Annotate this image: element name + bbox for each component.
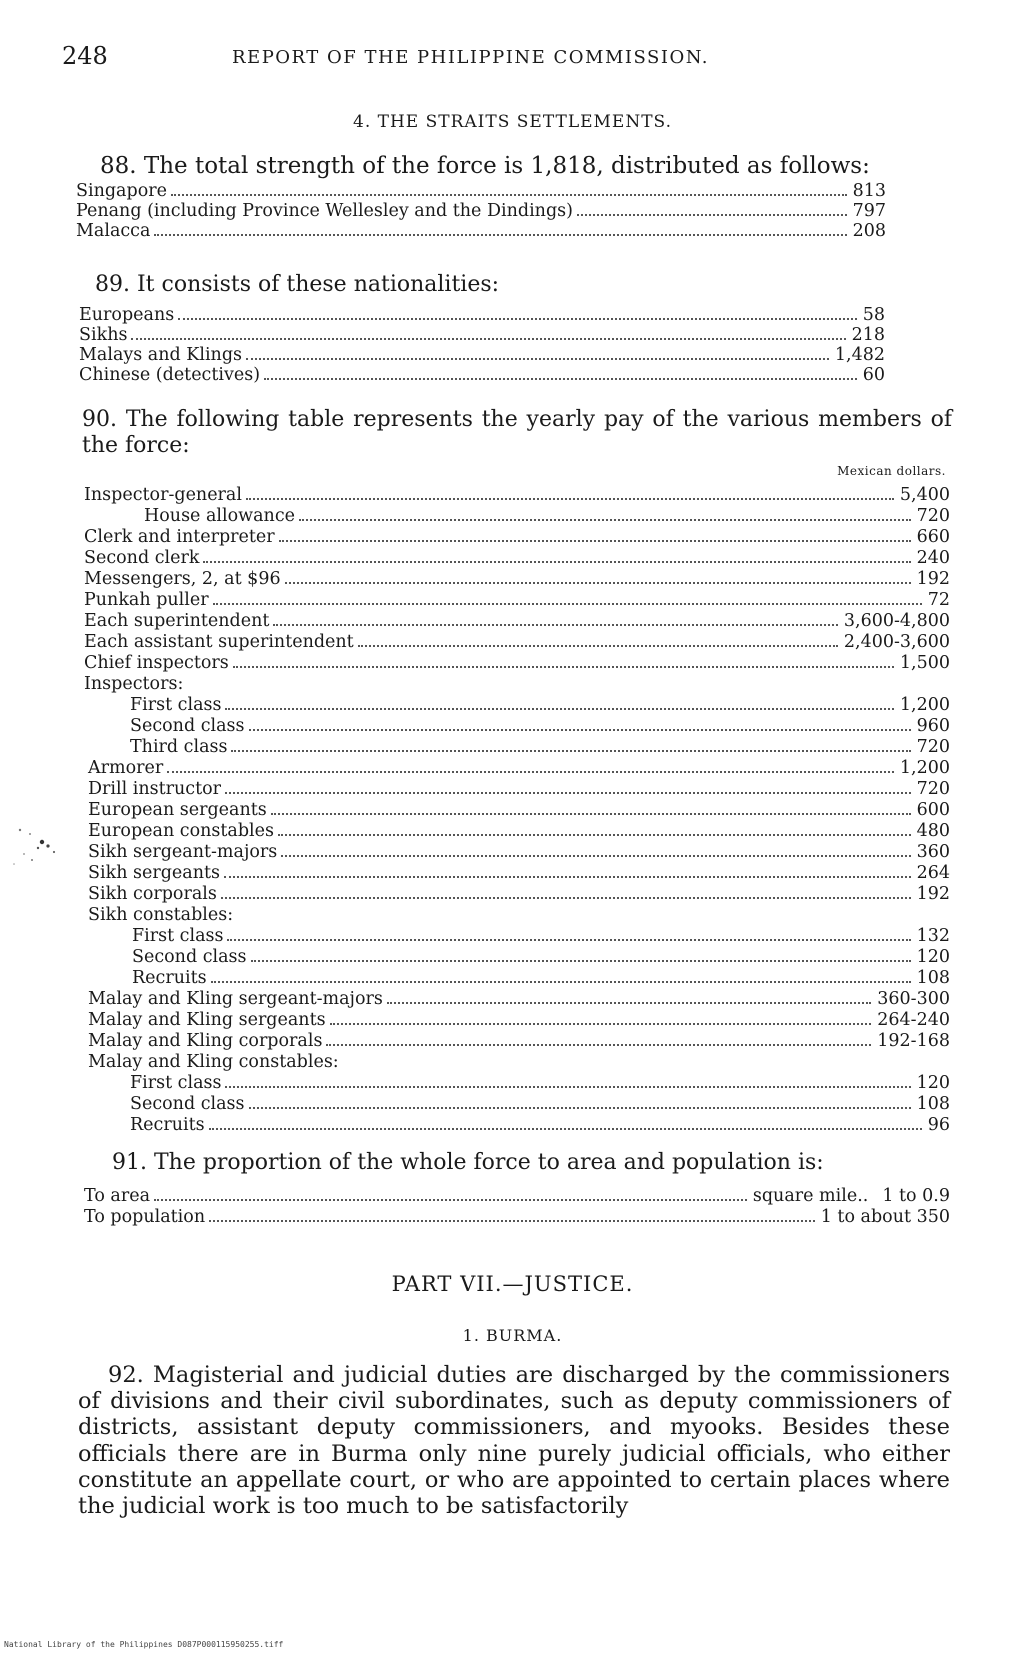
pay-row — [84, 632, 950, 652]
pay-row — [84, 485, 950, 505]
row-value: 5,400 — [899, 485, 950, 505]
pay-row — [130, 1073, 950, 1093]
row-value: 120 — [916, 1073, 950, 1093]
pay-group-heading — [88, 1052, 950, 1072]
dot-leader — [178, 318, 857, 320]
dot-leader — [330, 1023, 872, 1025]
row-value: 264-240 — [877, 1010, 950, 1030]
dot-leader — [221, 897, 911, 899]
row-label: Chief inspectors — [84, 653, 229, 673]
paragraph-89: 89. It consists of these nationalities: — [95, 272, 500, 297]
leader-row — [76, 201, 886, 221]
pay-row — [84, 611, 950, 631]
dot-leader — [251, 960, 911, 962]
dot-leader — [246, 358, 829, 360]
dot-leader — [213, 603, 922, 605]
leader-row — [84, 1207, 950, 1227]
row-label: Chinese (detectives) — [79, 365, 261, 385]
row-value: 360-300 — [877, 989, 950, 1009]
dot-leader — [225, 792, 911, 794]
row-label: Sikhs — [79, 325, 128, 345]
row-label: Messengers, 2, at $96 — [84, 569, 281, 589]
dot-leader — [154, 234, 846, 236]
dot-leader — [209, 1220, 815, 1222]
row-label: European constables — [88, 821, 274, 841]
row-label: Punkah puller — [84, 590, 209, 610]
row-label: Second class — [130, 716, 245, 736]
paragraph-92-text: 92. Magisterial and judicial duties are discharged by the commissioners of divisions and their civil subordinates, such as deputy commissioners of districts, assistant deputy commissioners, and myooks. Besides these officials there are in Burma only nine purely judicial officials, who either constitute an appellate court, or who are appointed to certain places where the judicial work is too much to be satisfactorily — [78, 1362, 950, 1520]
row-value: 208 — [852, 221, 886, 241]
row-value: 720 — [916, 506, 950, 526]
row-value: 264 — [916, 863, 950, 883]
row-label: Sikh sergeant-majors — [88, 842, 278, 862]
section-heading-burma: 1. BURMA. — [462, 1326, 563, 1345]
pay-row — [130, 716, 950, 736]
pay-row — [132, 947, 950, 967]
row-label: Sikh sergeants — [88, 863, 221, 883]
row-value: 480 — [916, 821, 950, 841]
row-value: 2,400-3,600 — [843, 632, 950, 652]
leader-row — [79, 365, 885, 385]
pay-row — [130, 695, 950, 715]
row-value: 1,200 — [899, 758, 950, 778]
row-value: 1,500 — [899, 653, 950, 673]
dot-leader — [249, 729, 911, 731]
row-value: 960 — [916, 716, 950, 736]
row-label: First class — [130, 695, 222, 715]
leader-row — [79, 345, 885, 365]
leader-row — [79, 305, 885, 325]
dot-leader — [271, 813, 911, 815]
pay-row — [88, 863, 950, 883]
pay-row — [88, 821, 950, 841]
row-label: Malay and Kling sergeants — [88, 1010, 326, 1030]
dot-leader — [264, 378, 857, 380]
scan-footer: National Library of the Philippines D087P000115950255.tiff — [4, 1640, 284, 1649]
row-value: 1,200 — [899, 695, 950, 715]
row-label: House allowance — [144, 506, 295, 526]
pay-row — [132, 968, 950, 988]
row-value: 192 — [916, 569, 950, 589]
row-label: Each assistant superintendent — [84, 632, 354, 652]
row-value: 120 — [916, 947, 950, 967]
row-label: Malay and Kling sergeant-majors — [88, 989, 383, 1009]
row-label: Inspector-general — [84, 485, 242, 505]
dot-leader — [131, 338, 845, 340]
dot-leader — [167, 771, 894, 773]
row-value: 108 — [916, 1094, 950, 1114]
row-label: Singapore — [76, 181, 167, 201]
dot-leader — [171, 194, 847, 196]
pay-row — [130, 1115, 950, 1135]
leader-row — [76, 221, 886, 241]
pay-unit-label: Mexican dollars. — [837, 464, 946, 478]
row-value: 96 — [927, 1115, 950, 1135]
row-label: Drill instructor — [88, 779, 222, 799]
row-value: 218 — [851, 325, 885, 345]
pay-row — [144, 506, 950, 526]
row-value: 660 — [916, 527, 950, 547]
row-label: Europeans — [79, 305, 175, 325]
dot-leader — [249, 1107, 911, 1109]
pay-row — [88, 1031, 950, 1051]
pay-row — [130, 1094, 950, 1114]
dot-leader — [326, 1044, 871, 1046]
dot-leader — [246, 498, 894, 500]
dot-leader — [278, 834, 911, 836]
row-value: 360 — [916, 842, 950, 862]
dot-leader — [211, 981, 911, 983]
row-label: Malacca — [76, 221, 151, 241]
dot-leader — [299, 519, 911, 521]
dot-leader — [227, 939, 910, 941]
row-label: Recruits — [132, 968, 207, 988]
row-value: 1 to 0.9 — [882, 1186, 950, 1206]
row-label: Second class — [130, 1094, 245, 1114]
row-label: Second class — [132, 947, 247, 967]
pay-row — [88, 842, 950, 862]
row-value: 192 — [916, 884, 950, 904]
row-label: Inspectors: — [84, 674, 184, 694]
row-label: Recruits — [130, 1115, 205, 1135]
pay-group-heading — [84, 674, 950, 694]
row-value: 720 — [916, 737, 950, 757]
row-label: First class — [132, 926, 224, 946]
pay-row — [88, 1010, 950, 1030]
dot-leader — [358, 645, 838, 647]
paragraph-92 — [78, 1362, 950, 1519]
pay-row — [88, 884, 950, 904]
leader-row — [79, 325, 885, 345]
dot-leader — [285, 582, 911, 584]
leader-row — [84, 1186, 950, 1206]
row-value: 72 — [927, 590, 950, 610]
row-value: 58 — [862, 305, 885, 325]
pay-row — [84, 653, 950, 673]
pay-row — [88, 800, 950, 820]
row-label: Malay and Kling constables: — [88, 1052, 339, 1072]
pay-row — [88, 989, 950, 1009]
pay-row — [88, 758, 950, 778]
page-number: 248 — [62, 42, 108, 70]
row-value: 720 — [916, 779, 950, 799]
row-label: Third class — [130, 737, 228, 757]
pay-row — [132, 926, 950, 946]
paragraph-88: 88. The total strength of the force is 1,818, distributed as follows: — [100, 153, 870, 179]
leader-row — [76, 181, 886, 201]
dot-leader — [225, 1086, 910, 1088]
row-value: 3,600-4,800 — [843, 611, 950, 631]
row-value: 132 — [916, 926, 950, 946]
row-label: Each superintendent — [84, 611, 270, 631]
row-value: 192-168 — [877, 1031, 950, 1051]
dot-leader — [233, 666, 894, 668]
pay-row — [88, 779, 950, 799]
row-label: Malay and Kling corporals — [88, 1031, 323, 1051]
pay-row — [84, 527, 950, 547]
row-label: Sikh constables: — [88, 905, 234, 925]
section-heading-straits: 4. THE STRAITS SETTLEMENTS. — [353, 112, 672, 132]
row-label: To population — [84, 1207, 206, 1227]
row-value: 1 to about 350 — [820, 1207, 950, 1227]
row-value: 1,482 — [834, 345, 885, 365]
row-label: Clerk and interpreter — [84, 527, 275, 547]
dot-leader — [154, 1199, 747, 1201]
dot-leader — [577, 214, 847, 216]
scan-smudge — [2, 820, 62, 900]
row-unit: square mile.. — [752, 1186, 869, 1206]
dot-leader — [231, 750, 910, 752]
pay-row — [84, 548, 950, 568]
pay-group-heading — [88, 905, 950, 925]
row-value: 797 — [852, 201, 886, 221]
row-value: 60 — [862, 365, 885, 385]
running-head: REPORT OF THE PHILIPPINE COMMISSION. — [232, 47, 710, 68]
row-label: To area — [84, 1186, 151, 1206]
page-header — [62, 42, 957, 76]
row-label: Malays and Klings — [79, 345, 243, 365]
row-label: Armorer — [88, 758, 164, 778]
row-label: First class — [130, 1073, 222, 1093]
part-heading: PART VII.—JUSTICE. — [391, 1272, 634, 1296]
row-label: Second clerk — [84, 548, 200, 568]
dot-leader — [273, 624, 837, 626]
paragraph-90: 90. The following table represents the yearly pay of the various members of the force: — [82, 407, 952, 458]
row-value: 240 — [916, 548, 950, 568]
row-value: 813 — [852, 181, 886, 201]
row-value: 600 — [916, 800, 950, 820]
pay-row — [84, 590, 950, 610]
row-label: Sikh corporals — [88, 884, 217, 904]
dot-leader — [387, 1002, 871, 1004]
dot-leader — [209, 1128, 922, 1130]
dot-leader — [224, 876, 911, 878]
dot-leader — [203, 561, 910, 563]
dot-leader — [279, 540, 911, 542]
dot-leader — [281, 855, 910, 857]
row-label: Penang (including Province Wellesley and the Dindings) — [76, 201, 573, 221]
row-value: 108 — [916, 968, 950, 988]
paragraph-91: 91. The proportion of the whole force to area and population is: — [112, 1150, 824, 1175]
row-label: European sergeants — [88, 800, 267, 820]
dot-leader — [225, 708, 893, 710]
pay-row — [130, 737, 950, 757]
pay-row — [84, 569, 950, 589]
